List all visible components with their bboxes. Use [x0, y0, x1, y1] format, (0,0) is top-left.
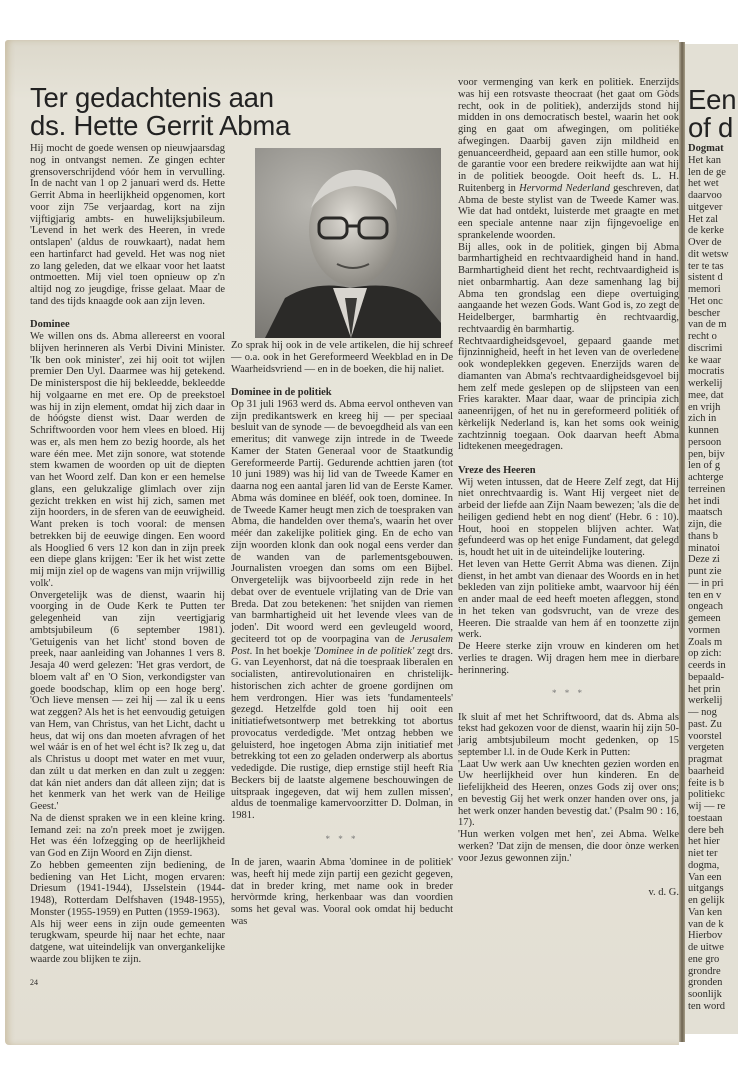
text-line: terreinen — [688, 483, 726, 495]
text-line: gemeen — [688, 613, 721, 624]
text-line: discrimi — [688, 342, 723, 354]
text-line: kunnen — [688, 425, 719, 436]
text-line: baarheid — [688, 765, 725, 777]
text-line: Het zal — [688, 213, 719, 225]
text-line: persoon — [688, 436, 722, 448]
paragraph — [458, 77, 679, 242]
text-line: ongeach — [688, 601, 723, 613]
paragraph: Bij alles, ook in de politiek, gingen bij Abma barmhartigheid en rechtvaardigheid hand in hand. Barmhartigheid dient het recht, rechtvaardigheid is niet onbarmhartig. Aan deze samenhang lag bij Abma ten grondslag een diepe overtuiging aangaande het wezen Gods. Want God is, zo zegt de Heidelberger, barmhartig èn rechtvaardig, rechtvaardig èn barmhartig. — [458, 241, 679, 335]
paragraph: Ik sluit af met het Schriftwoord, dat ds. Abma als tekst had gekozen voor de dienst, waarin hij zijn 50-jarig ambtsjubileum mocht gedenken, op 15 september l.l. in de Oude Kerk in Putten: — [458, 711, 679, 758]
paragraph: Het leven van Hette Gerrit Abma was dienen. Zijn dienst, in het ambt van dienaar des Woords en in het bekleden van zijn politieke ambt, waarvoor hij één en ander maal de eed heeft moeten afleggen, stond in het teken van godsvrucht, van de vreze des Heeren. Die straalde van hem áf en toonzette zijn werk. — [458, 558, 679, 641]
text-line: Van ken — [688, 906, 723, 918]
text-line: van de m — [688, 319, 727, 331]
text-line: werkelij — [688, 695, 723, 707]
text-line: maatsch — [688, 507, 723, 519]
next-article-column — [688, 143, 738, 1013]
text-line: Over de — [688, 237, 722, 248]
text-line: vormen — [688, 624, 721, 636]
paragraph — [231, 399, 453, 822]
text-line: pragmat — [688, 754, 723, 765]
text-line: bescher — [688, 307, 721, 319]
column-2 — [231, 340, 453, 928]
next-page-fragment — [685, 44, 738, 1034]
text-line: Deze zi — [688, 554, 720, 566]
text-line: 'Het onc — [688, 295, 723, 307]
text-line: het prin — [688, 683, 721, 695]
next-article-title — [688, 86, 736, 142]
title-line: ds. Hette Gerrit Abma — [30, 110, 291, 141]
title-line: Ter gedachtenis aan — [30, 82, 274, 113]
paragraph: Zo hebben gemeenten zijn bediening, de bediening van Het Licht, mogen ervaren: Driesum (1941-1944), IJsselstein (1944-1948), Rotterdam Delfshaven (1948-1955), Monster (1955-1959) en Putten (1959-1963). — [30, 859, 225, 918]
text-line: dere beh — [688, 824, 724, 836]
section-heading: Dogmat — [688, 143, 724, 154]
paragraph: Als hij weer eens in zijn oude gemeenten terugkwam, speurde hij naar het echte, naar datgene, wat uiteindelijk van onvergankelijke waarde zou blijken te zijn. — [30, 918, 225, 965]
text-line: en gelijk — [688, 895, 725, 906]
text-line: len of g — [688, 460, 721, 472]
portrait-image — [255, 148, 441, 338]
paragraph: Onvergetelijk was de dienst, waarin hij voorging in de Oude Kerk te Putten ter gelegenheid van zijn veertigjarig ambtsjubileum (6 september 1981). 'Getuigenis van het licht' stond boven de preek, naar aanleiding van Johannes 1 vers 8. Jesaja 40 werd gelezen: 'Het gras verdort, de bloem valt af' en 'O Sion, verkondigster van goede boodschap, klim op een hoge berg'. 'Och lieve mensen — zei hij — zal ik u eens wat zeggen? Als het is het eenvoudig getuigen van Hem, van Christus, van het Licht, dacht u heus, dat wij ons dan moeten afvragen of het wel wáár is en of het wel écht is? Ik zeg u, dat als Christus u doopt met water en met vuur, dan zúlt u dat merken en dan zult u zeggen: dat kán niet anders dan dát alleen zijn; dat is het kenmerk van het werk van de Heilige Geest.' — [30, 589, 225, 812]
text-line: minatoi — [688, 542, 721, 554]
text-line: het indi — [688, 495, 720, 507]
text-line: en vrijh — [688, 401, 721, 413]
text-line: uitgever — [688, 201, 723, 213]
text-line: van de k — [688, 918, 724, 930]
portrait-photo — [255, 148, 441, 338]
text-line: ten en v — [688, 589, 722, 601]
text-line: memori — [688, 284, 721, 295]
text-line: voorstel — [688, 730, 722, 742]
italic-title: Jerusalem Post — [231, 633, 453, 657]
paragraph: Wij weten intussen, dat de Heere Zelf zegt, dat Hij niet onrechtvaardig is. Want Hij vergeet niet de arbeid der liefde aan Zijn Naam bewezen; 'als die de heiligen gediend hebt en nog dient' (Hebr. 6 : 10). Hout, hooi en stoppelen blijven achter. Wat gefundeerd was op het enige Fundament, dat gelegd is, houdt het uit in de uiteindelijke loutering. — [458, 476, 679, 558]
section-separator: * * * — [325, 833, 359, 844]
text-line: — in pri — [688, 577, 724, 589]
text-line: mocratis — [688, 366, 725, 378]
text-line: zich in — [688, 413, 717, 425]
text-line: dogma, — [688, 859, 720, 871]
paragraph: We willen ons ds. Abma allereerst en vooral blijven herinneren als Verbi Divini Minister. 'Ik ben ook minister', zei hij ooit tot wijlen premier Den Uyl. Daarmee was hij getekend. De ministerspost die hij bekleedde, bekleedde hij volgaarne en met ere. Op de preekstoel was hij in zijn element, omdat hij zich daar in de hóógste dienst wist. Daar werden de Schriftwoorden voor hem vlees en bloed. Hij was er, als men hem zo bezig hoorde, als het ware één mee. Met zijn sonore, wat stotende stem kwamen de woorden op uit de diepten van het Woord zelf. Dan kon er een hemelse glans, een gelukzalige glimlach over zijn gezicht trekken en wist hij zich, samen met zijn hoorders, in de sferen van de eeuwigheid. Want preken is toch vooral: de mensen betrekken bij de eeuwige dingen. Een woord als Hooglied 6 vers 12 kon dan in zijn preek een diepe glans krijgen: 'Eer ik het wist zette mij mijn ziel op de wagens van mijn vrijwillig volk'. — [30, 331, 225, 589]
text-line: punt zie — [688, 566, 722, 577]
text-line: uitgangs — [688, 883, 724, 895]
text-line: Het kan — [688, 154, 721, 166]
italic-title: Hervormd Nederland — [519, 182, 610, 194]
text-line: sistent d — [688, 272, 723, 284]
text-segment: zegt drs. G. van Leyenhorst, dat ná die toespraak liberalen en socialisten, antirevolutionairen en christelijk-historischen zich achter de groene gordijnen om hem verdrongen. Hier was iets 'fundamenteels' gezegd. Hetzelfde gold toen hij ooit een initiatiefwetsontwerp met betrekking tot abortus provocatus verdedigde. 'Met ontzag hebben we geluisterd, hoe ingetogen Abma zijn initiatief met betrekking tot een zo geladen onderwerp als abortus vededigde. Die rustige, diep ernstige stijl heeft Ria Beckers bij de laatste algemene beschouwingen de uitspraak ingegeven, dat wij hem zullen missen', aldus de toenmalige kamervoorzitter D. Dolman, in 1981. — [231, 645, 453, 821]
paragraph: 'Hun werken volgen met hen', zei Abma. Welke werken? 'Dat zijn de mensen, die door ònze werken voor Jezus gewonnen zijn.' — [458, 829, 679, 864]
text-line: Zoals m — [688, 636, 723, 648]
section-heading: Dominee — [30, 319, 70, 331]
title-line: of d — [688, 112, 734, 143]
text-line: thans b — [688, 530, 719, 542]
title-line: Een — [688, 84, 737, 115]
text-line: feite is b — [688, 777, 725, 789]
italic-title: 'Dominee in de politiek' — [313, 645, 415, 657]
text-line: zijn, die — [688, 519, 722, 530]
section-heading: Vreze des Heeren — [458, 464, 536, 476]
text-line: grondre — [688, 965, 721, 977]
text-line: — nog — [688, 707, 717, 718]
text-line: dit wetsw — [688, 248, 729, 260]
text-line: pen, bijv — [688, 448, 725, 460]
text-line: ten word — [688, 1000, 726, 1012]
intro-paragraph: Hij mocht de goede wensen op nieuwjaarsdag nog in ontvangst nemen. Ze gingen echter grensoverschrijdend vóór hem in vervulling. In de nacht van 1 op 2 januari werd ds. Hette Gerrit Abma in heerlijkheid opgenomen, kort voor zijn 75e verjaardag, kort na zijn vijftigjarig ambts- en huwelijksjubileum. 'Levend in het werk des Heeren, in vrede ontslapen' (aldus de rouwkaart), nadat hem een hartinfarct had geveld. Het was nog niet zo lang geleden, dat we elkaar voor het laatst ontmoetten. Mij viel toen opnieuw op z'n altijd nog zo jeugdige, frisse gelaat. Maar de tand des tijds knaagde ook aan zijn leven. — [30, 143, 225, 307]
paragraph: Na de dienst spraken we in een kleine kring. Iemand zei: na zo'n preek moet je zwijgen. Het was één lofzegging op de heerlijkheid van God en Zijn Woord en Zijn dienst. — [30, 812, 225, 859]
quote-paragraph: 'Laat Uw werk aan Uw knechten gezien worden en Uw heerlijkheid over hun kinderen. En de liefelijkheid des Heeren, onzes Gods zij over ons; en bevestig Gij het werk onzer handen over ons, ja het werk onzer handen bevestig dat.' (Psalm 90 : 16, 17). — [458, 758, 679, 829]
text-line: wij — re — [688, 801, 726, 812]
text-line: gronden — [688, 977, 723, 989]
text-line: vergeten — [688, 742, 724, 754]
section-heading: Dominee in de politiek — [231, 387, 332, 398]
column-1 — [30, 143, 225, 988]
column-3 — [458, 77, 679, 899]
text-line: Hierbov — [688, 930, 723, 942]
text-line: de uitwe — [688, 942, 724, 953]
paragraph: De Heere sterke zijn vrouw en kinderen om het verlies te dragen. Wij dragen hem mee in dierbare herinnering. — [458, 641, 679, 676]
text-line: bepaald- — [688, 671, 725, 683]
text-line: soonlijk — [688, 989, 722, 1000]
paragraph: In de jaren, waarin Abma 'dominee in de politiek' was, heeft hij mede zijn partij een gezicht gegeven, dat in breder kring, met name ook in breder hervòrmde kring, herkenbaar was dan voordien soms het geval was. Vooral ook omdat hij beducht was — [231, 857, 453, 927]
text-line: mee, dat — [688, 389, 724, 401]
text-segment: Op 31 juli 1963 werd ds. Abma eervol ontheven van zijn predikantswerk en kreeg hij — per speciaal besluit van de synode — de bevoegdheid als van een emeritus; dit vanwege zijn intrede in de Tweede Kamer der Staten Generaal voor de Staatkundig Gereformeerde Partij. Gedurende achttien jaren (tot 10 juni 1989) was hij lid van de Tweede Kamer en daarna nog een aantal jaren lid van de Eerste Kamer. Abma wás dominee en blééf, ook toen, dominee. In de Tweede Kamer heugt men zich de toespraken van Abma, die handelden over thema's, waarin het over méér dan zakelijke politiek ging. En de echo van zijn woorden klonk dan ook nogal eens verder dan de wanden van de parlementsgebouwen. Journalisten vroegen dan soms om een Bijbel. Onvergetelijk was bijvoorbeeld zijn rede in het debat over de eventuele vrijlating van de Drie van Breda. Dat zou betekenen: 'het snijden van riemen van barmhartigheid uit het levende vlees van de joden'. Dit woord werd een gevleugeld woord, geciteerd tot op de voorpagina van de — [231, 398, 453, 645]
text-segment: geschreven, dat Abma de beste stylist van de Tweede Kamer was. Wie dat had ontdekt, luisterde met graagte en met een speciale antenne naar zijn fijngevoelige en sprankelende woorden. — [458, 182, 679, 241]
text-line: past. Zu — [688, 718, 722, 730]
text-line: len de ge — [688, 166, 726, 178]
text-line: werkelij — [688, 378, 723, 389]
text-line: Van een — [688, 871, 722, 883]
text-line: het hier — [688, 836, 720, 848]
text-line: op zich: — [688, 648, 722, 660]
text-line: toestaan — [688, 812, 723, 824]
text-line: ene gro — [688, 953, 720, 965]
text-segment: . In het boekje — [249, 645, 314, 657]
text-line: de kerke — [688, 225, 724, 237]
text-line: achterge — [688, 472, 724, 483]
page-number: 24 — [30, 977, 38, 987]
text-segment: voor vermenging van kerk en politiek. Enerzijds was hij een rotsvaste theocraat (het gaat om Gòds recht, ook in de politiek), anderzijds stond hij midden in ons democratisch bestel, waarin het ook ging en gaat om afwegingen, om politiéke afwegingen. Daarbij gaven zijn mildheid en genuanceerdheid, gepaard aan een stille humor, ook de garantie voor een bredere reikwijdte aan wat hij in de politiek beoogde. Ooit heeft ds. L. H. Ruitenberg in — [458, 77, 679, 194]
photo-caption: Zo sprak hij ook in de vele artikelen, die hij schreef — o.a. ook in het Gereformeerd Weekblad en in De Waarheidsvriend — en in de boeken, die hij naliet. — [231, 340, 453, 375]
text-line: daarvoo — [688, 190, 722, 201]
text-line: politiekc — [688, 789, 725, 801]
text-line: ke waar — [688, 354, 721, 366]
article-title — [30, 84, 290, 140]
text-line: ceerds in — [688, 660, 726, 671]
text-line: niet ter — [688, 848, 718, 859]
text-line: het wet — [688, 178, 719, 190]
paragraph: Rechtvaardigheidsgevoel, gepaard gaande met fijnzinnigheid, heeft in het leven van de overledene ook wondeplekken gegeven. Enerzijds waren de diamanten van Abma's rechtvaardigheidsgevoel bij hem zelf mede geslepen op de slijpsteen van een Fries karakter. Maar daar, waar de principia zich aaneenrijgen, of het nu in gereformeerd politiék of kèrkelijk Nederland is, kan het soms ook weinig zachtzinnig toegaan. Ook daarvan heeft Abma lidtekenen meegedragen. — [458, 335, 679, 453]
section-separator: * * * — [552, 688, 585, 698]
text-line: ter te tas — [688, 260, 724, 272]
text-line: recht o — [688, 331, 717, 342]
author-signature: v. d. G. — [648, 887, 679, 899]
